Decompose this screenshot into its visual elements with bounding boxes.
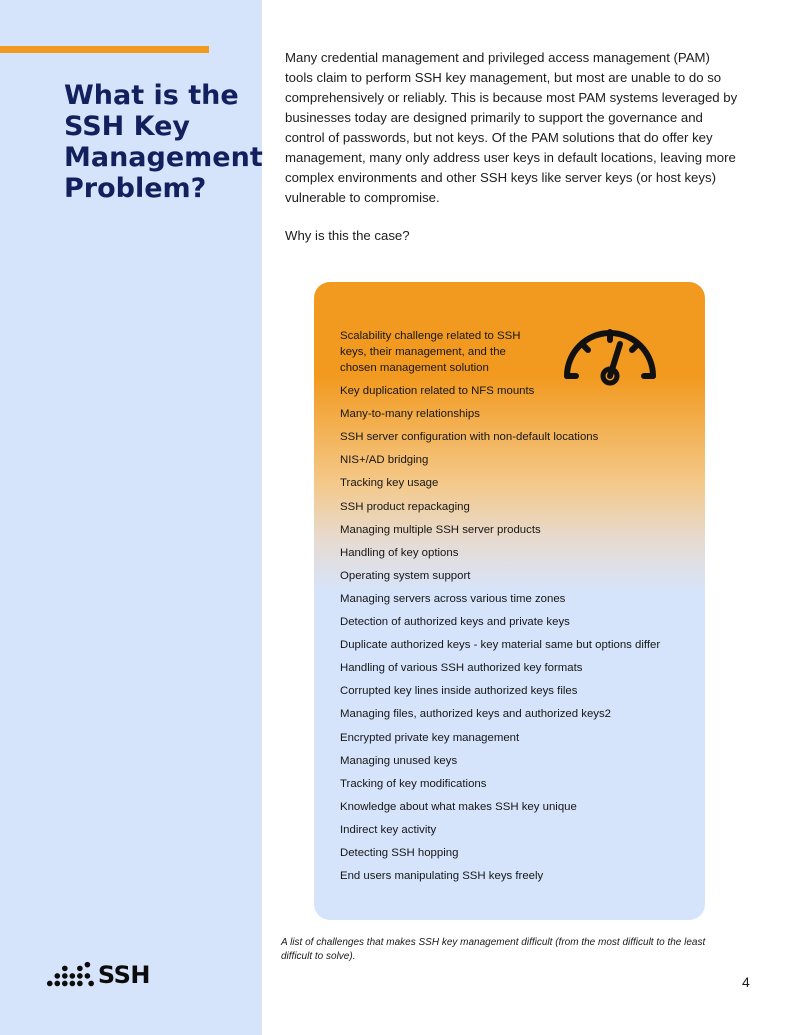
challenge-item: Scalability challenge related to SSH keys, their management, and the chosen management solution [340,330,521,374]
challenge-item: Tracking key usage [340,477,439,490]
challenge-item: Encrypted private key management [340,731,520,744]
challenge-item: NIS+/AD bridging [340,454,429,467]
challenge-list [340,328,690,891]
question-text: Why is this the case? [285,228,410,243]
page-number: 4 [742,974,750,990]
challenge-item: Tracking of key modifications [340,777,487,790]
challenge-item: Managing unused keys [340,754,458,767]
intro-paragraph: Many credential management and privileged access management (PAM) tools claim to perform SSH key management, but most are unable to do so comprehensively or reliably. This is because most PAM systems leveraged by businesses today are designed primarily to support the governance and control of passwords, but not keys. Of the PAM solutions that do offer key management, many only address user keys in default locations, leaving more complex environments and other SSH keys like server keys (or host keys) vulnerable to compromise. [285,50,738,205]
challenge-item: Handling of key options [340,546,459,559]
sidebar-panel [0,0,262,1035]
accent-bar [0,46,209,53]
section-title: What is the SSH Key Management Problem? [64,80,263,204]
challenges-card [314,282,705,920]
challenge-item: SSH product repackaging [340,500,470,513]
challenge-item: Knowledge about what makes SSH key unique [340,800,577,813]
challenge-item: Managing files, authorized keys and authorized keys2 [340,708,612,721]
dot-pattern-icon [46,960,95,990]
challenge-item: Detecting SSH hopping [340,846,459,859]
challenge-item: Key duplication related to NFS mounts [340,385,535,398]
challenge-item: Indirect key activity [340,823,437,836]
challenge-item: Duplicate authorized keys - key material same but options differ [340,639,661,652]
challenge-item: Handling of various SSH authorized key formats [340,662,583,675]
challenge-item: Operating system support [340,569,471,582]
challenge-item: Corrupted key lines inside authorized keys files [340,685,578,698]
ssh-logo [46,960,150,990]
challenge-item: Managing multiple SSH server products [340,523,541,536]
challenge-item: SSH server configuration with non-default locations [340,431,599,444]
challenge-item: Many-to-many relationships [340,408,480,421]
challenge-item: Managing servers across various time zones [340,592,566,605]
challenge-item: End users manipulating SSH keys freely [340,870,544,883]
figure-caption: A list of challenges that makes SSH key management difficult (from the most difficult to the least difficult to solve). [281,937,706,962]
challenge-item: Detection of authorized keys and private keys [340,616,570,629]
logo-text: SSH [97,961,150,989]
